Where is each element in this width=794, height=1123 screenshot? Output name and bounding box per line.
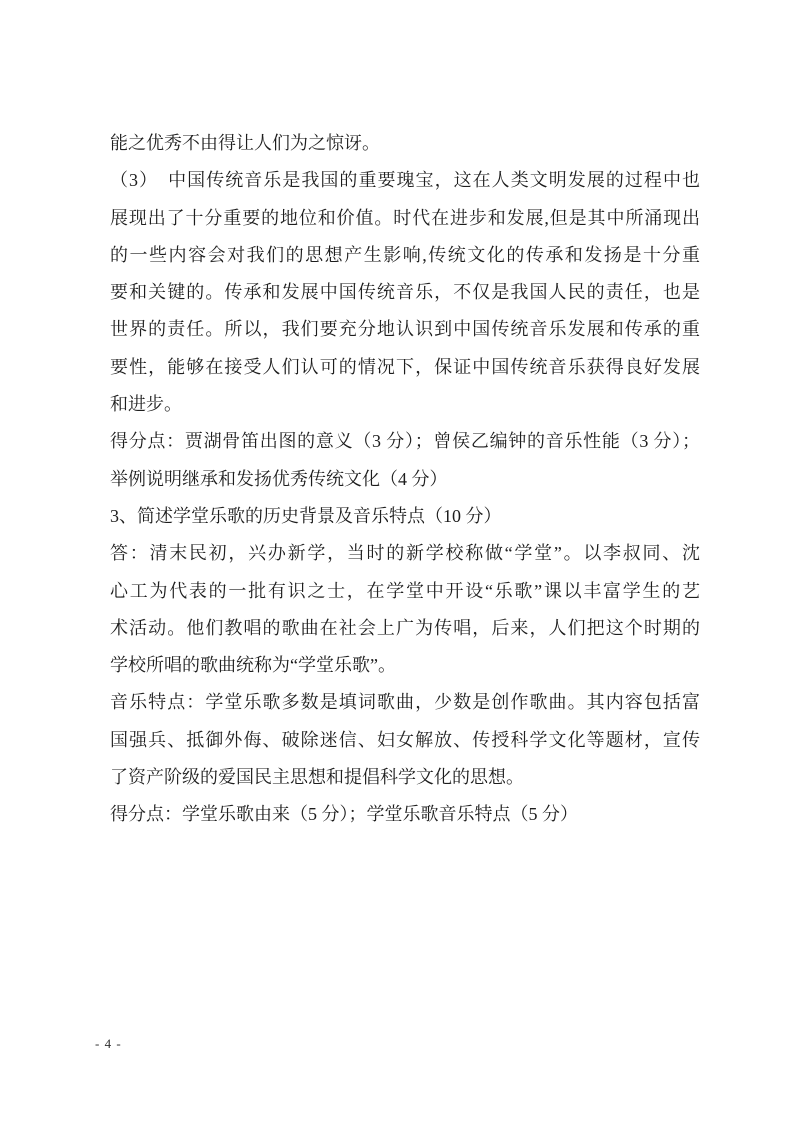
text-line: 音乐特点：学堂乐歌多数是填词歌曲，少数是创作歌曲。其内容包括富 bbox=[110, 692, 700, 713]
text-line: 和进步。 bbox=[110, 394, 182, 415]
document-body bbox=[110, 125, 700, 834]
text-line: 的一些内容会对我们的思想产生影响,传统文化的传承和发扬是十分重 bbox=[110, 244, 700, 265]
text-line: 得分点：学堂乐歌由来（5 分）；学堂乐歌音乐特点（5 分） bbox=[110, 804, 578, 825]
paragraph bbox=[110, 423, 700, 498]
paragraph bbox=[110, 796, 700, 833]
text-line: 展现出了十分重要的地位和价值。时代在进步和发展,但是其中所涌现出 bbox=[110, 207, 700, 228]
text-line: 世界的责任。所以，我们要充分地认识到中国传统音乐发展和传承的重 bbox=[110, 319, 700, 340]
text-line: 3、简述学堂乐歌的历史背景及音乐特点（10 分） bbox=[110, 505, 502, 526]
text-line: 国强兵、抵御外侮、破除迷信、妇女解放、传授科学文化等题材，宣传 bbox=[110, 729, 700, 750]
text-line: 举例说明继承和发扬优秀传统文化（4 分） bbox=[110, 468, 448, 489]
text-line: 答：清末民初，兴办新学，当时的新学校称做“学堂”。以李叔同、沈 bbox=[110, 543, 700, 564]
paragraph bbox=[110, 162, 700, 423]
text-line: 得分点：贾湖骨笛出图的意义（3 分）；曾侯乙编钟的音乐性能（3 分）； bbox=[110, 431, 700, 452]
text-line: 心工为代表的一批有识之士，在学堂中开设“乐歌”课以丰富学生的艺 bbox=[110, 580, 700, 601]
text-line: 了资产阶级的爱国民主思想和提倡科学文化的思想。 bbox=[110, 767, 524, 788]
page-number: - 4 - bbox=[95, 1036, 122, 1051]
text-line: 术活动。他们教唱的歌曲在社会上广为传唱，后来，人们把这个时期的 bbox=[110, 617, 700, 638]
text-line: 要和关键的。传承和发展中国传统音乐，不仅是我国人民的责任，也是 bbox=[110, 282, 700, 303]
text-line: （3） 中国传统音乐是我国的重要瑰宝，这在人类文明发展的过程中也 bbox=[110, 170, 700, 191]
text-line: 能之优秀不由得让人们为之惊讶。 bbox=[110, 133, 380, 153]
paragraph bbox=[110, 498, 700, 535]
text-line: 要性，能够在接受人们认可的情况下，保证中国传统音乐获得良好发展 bbox=[110, 356, 700, 377]
paragraph bbox=[110, 535, 700, 684]
paragraph bbox=[110, 125, 700, 162]
text-line: 学校所唱的歌曲统称为“学堂乐歌”。 bbox=[110, 655, 396, 676]
paragraph bbox=[110, 684, 700, 796]
